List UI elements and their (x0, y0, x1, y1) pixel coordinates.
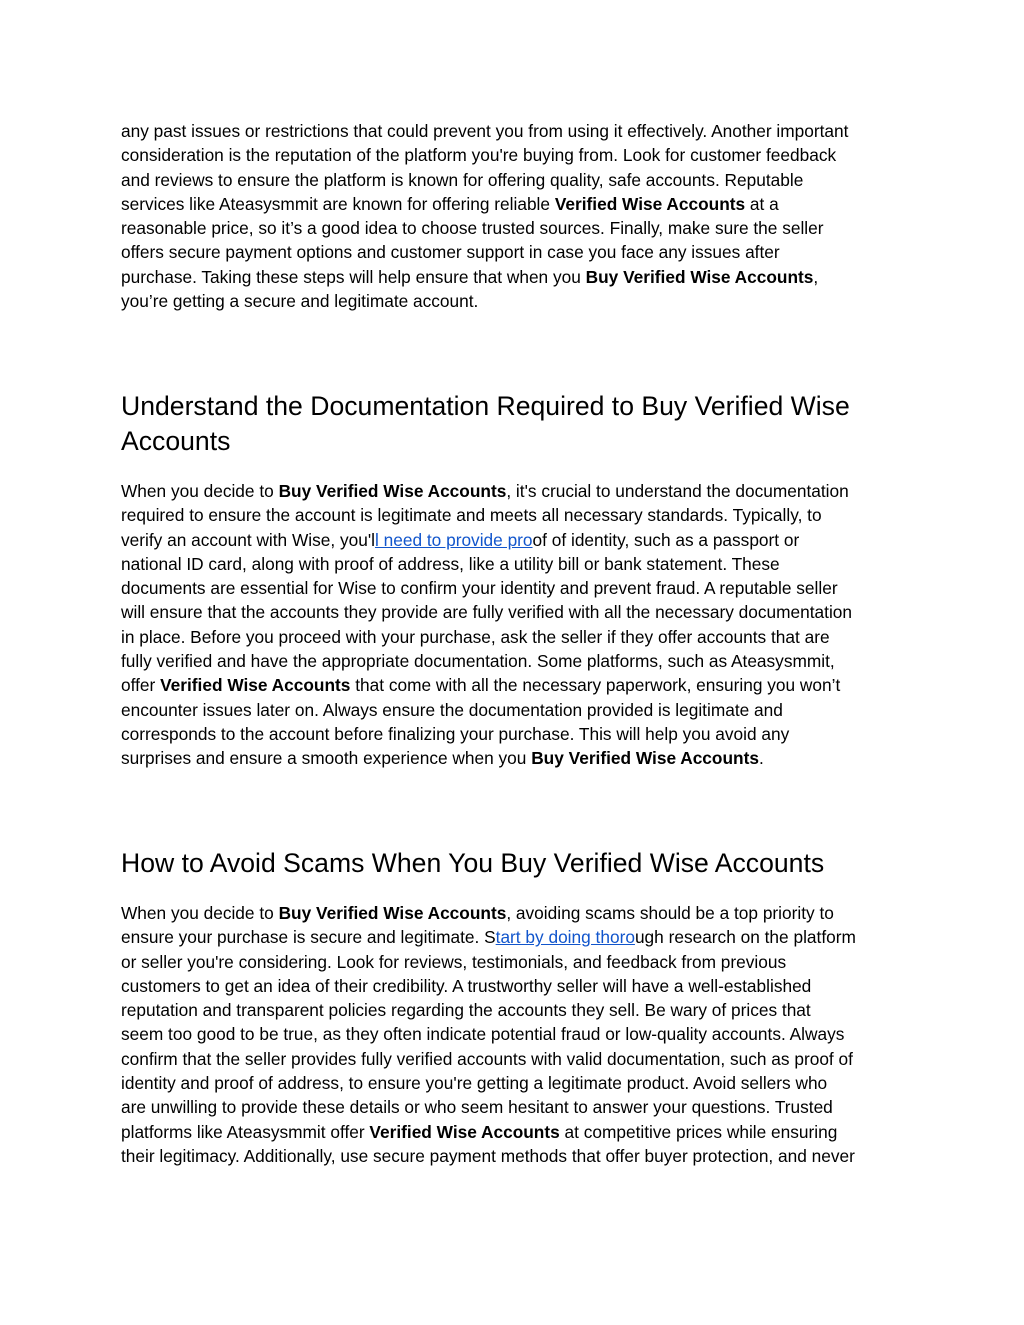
heading-line: Understand the Documentation Required to Buy Verified Wise (121, 391, 850, 421)
text-line: encounter issues later on. Always ensure the documentation provided is legitimate and (121, 699, 783, 720)
text-line: offers secure payment options and customer support in case you face any issues after (121, 242, 780, 263)
text-line: customers to get an idea of their credibility. A trustworthy seller will have a well-established (121, 975, 812, 996)
text-span: that come with all the necessary paperwork, ensuring you won’t (350, 675, 841, 696)
text-line: documents are essential for Wise to confirm your identity and prevent fraud. A reputable seller (121, 578, 838, 599)
paragraph-past-issues (121, 119, 848, 313)
text-line: are unwilling to provide these details or who seem hesitant to answer your questions. Trusted (121, 1097, 833, 1118)
text-line: in place. Before you proceed with your purchase, ask the seller if they offer accounts that are (121, 626, 830, 647)
text-line (121, 901, 856, 925)
text-line: national ID card, along with proof of address, like a utility bill or bank statement. These (121, 553, 780, 574)
text-span: services like Ateasysmmit are known for offering reliable (121, 193, 555, 214)
text-line (121, 925, 856, 949)
text-line (121, 479, 852, 503)
bold-keyword: Verified Wise Accounts (554, 193, 746, 214)
bold-keyword: Buy Verified Wise Accounts (531, 748, 759, 769)
text-span: When you decide to (121, 481, 279, 501)
text-line (121, 746, 852, 770)
inline-link-thorough-research[interactable]: tart by doing thoro (495, 927, 635, 948)
text-span: of of identity, such as a passport or (532, 529, 800, 550)
text-line: and reviews to ensure the platform is known for offering quality, safe accounts. Reputable (121, 169, 804, 190)
text-line (121, 673, 852, 697)
bold-keyword: Buy Verified Wise Accounts (278, 481, 507, 501)
text-line (121, 265, 848, 289)
section-heading-documentation (121, 389, 850, 459)
text-line: consideration is the reputation of the platform you're buying from. Look for customer feedback (121, 145, 837, 166)
text-line: will ensure that the accounts they provide are fully verified with all the necessary documentation (121, 602, 853, 623)
bold-keyword: Verified Wise Accounts (369, 1121, 560, 1142)
text-span: ugh research on the platform (634, 927, 856, 948)
text-span: . (758, 748, 764, 769)
text-line: required to ensure the account is legitimate and meets all necessary standards. Typically, to (121, 505, 822, 526)
paragraph-avoid-scams (121, 901, 856, 1168)
inline-link-provide-proof[interactable]: l need to provide pro (374, 529, 533, 550)
text-line (121, 192, 848, 216)
bold-keyword: Buy Verified Wise Accounts (278, 903, 507, 923)
text-span: at competitive prices while ensuring (559, 1121, 838, 1142)
section-heading-avoid-scams (121, 846, 824, 881)
heading-line: How to Avoid Scams When You Buy Verified Wise Accounts (121, 848, 825, 878)
text-span: platforms like Ateasysmmit offer (121, 1121, 370, 1142)
text-line (121, 528, 852, 552)
text-span: offer (121, 675, 161, 696)
heading-line: Accounts (121, 426, 231, 456)
text-line (121, 1120, 856, 1144)
text-span: verify an account with Wise, you'l (121, 529, 375, 550)
text-line: reasonable price, so it’s a good idea to choose trusted sources. Finally, make sure the seller (121, 218, 824, 239)
text-line: seem too good to be true, as they often indicate potential fraud or low-quality accounts. Always (121, 1024, 845, 1045)
text-line: you’re getting a secure and legitimate account. (121, 291, 479, 312)
text-line: reputation and transparent policies regarding the accounts they sell. Be wary of prices that (121, 1000, 811, 1021)
text-line: or seller you're considering. Look for reviews, testimonials, and feedback from previous (121, 951, 787, 972)
text-line: their legitimacy. Additionally, use secure payment methods that offer buyer protection, and never (121, 1145, 855, 1166)
text-line: identity and proof of address, to ensure you're getting a legitimate product. Avoid sellers who (121, 1073, 828, 1094)
text-line: fully verified and have the appropriate documentation. Some platforms, such as Ateasysmmit, (121, 651, 835, 672)
text-span: purchase. Taking these steps will help ensure that when you (121, 266, 586, 287)
paragraph-documentation (121, 479, 852, 771)
text-span: , (813, 266, 819, 287)
text-span: at a (745, 193, 779, 214)
text-span: , avoiding scams should be a top priority to (506, 903, 834, 923)
text-line: any past issues or restrictions that could prevent you from using it effectively. Another important (121, 121, 849, 141)
text-span: , it's crucial to understand the documentation (506, 481, 849, 501)
text-line: confirm that the seller provides fully verified accounts with valid documentation, such as proof of (121, 1048, 853, 1069)
bold-keyword: Verified Wise Accounts (160, 675, 351, 696)
text-span: ensure your purchase is secure and legitimate. S (121, 927, 496, 948)
text-line: corresponds to the account before finalizing your purchase. This will help you avoid any (121, 723, 790, 744)
text-span: surprises and ensure a smooth experience when you (121, 748, 532, 769)
text-span: When you decide to (121, 903, 279, 923)
bold-keyword: Buy Verified Wise Accounts (585, 266, 814, 287)
